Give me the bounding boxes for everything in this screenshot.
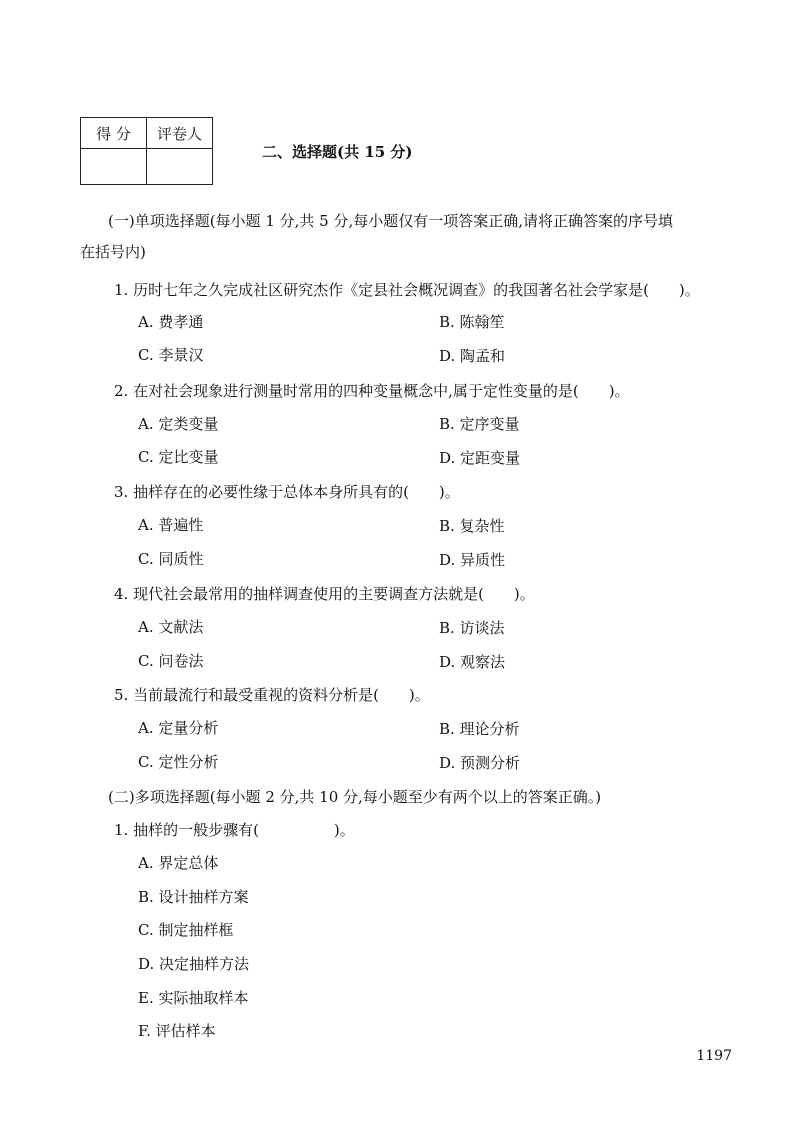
q3-option-d: D. 异质性 [439,551,506,569]
question-4: 4. 现代社会最常用的抽样调查使用的主要调查方法就是( )。 [114,585,535,603]
score-box [80,117,213,185]
q1-option-b: B. 陈翰笙 [439,313,505,331]
q5-option-c: C. 定性分析 [138,753,219,771]
part2-question-1: 1. 抽样的一般步骤有( )。 [114,821,355,839]
q2-option-c: C. 定比变量 [138,448,219,466]
q2-option-b: B. 定序变量 [439,415,520,433]
score-header: 得 分 [81,118,147,149]
q4-option-a: A. 文献法 [138,618,204,636]
q1-option-d: D. 陶孟和 [439,347,506,365]
grader-header: 评卷人 [147,118,213,149]
q4-option-b: B. 访谈法 [439,619,505,637]
grader-cell [147,149,213,185]
q4-option-c: C. 问卷法 [138,652,204,670]
q5-option-b: B. 理论分析 [439,720,520,738]
q2-option-d: D. 定距变量 [439,449,521,467]
question-2: 2. 在对社会现象进行测量时常用的四种变量概念中,属于定性变量的是( )。 [114,382,630,400]
q5-option-d: D. 预测分析 [439,754,521,772]
q3-option-c: C. 同质性 [138,550,204,568]
question-1: 1. 历时七年之久完成社区研究杰作《定县社会概况调查》的我国著名社会学家是( )。 [114,281,700,299]
score-cell [81,149,147,185]
mc-option-a: A. 界定总体 [138,854,219,872]
question-5: 5. 当前最流行和最受重视的资料分析是( )。 [114,686,430,704]
mc-option-c: C. 制定抽样框 [138,921,234,939]
part1-intro-line1: (一)单项选择题(每小题 1 分,共 5 分,每小题仅有一项答案正确,请将正确答案的序号填 [108,212,674,230]
section-title: 二、选择题(共 15 分) [262,143,413,161]
question-3: 3. 抽样存在的必要性缘于总体本身所具有的( )。 [114,483,460,501]
mc-option-d: D. 决定抽样方法 [138,955,250,973]
q1-option-c: C. 李景汉 [138,346,204,364]
part1-intro-line2: 在括号内) [80,243,146,261]
q2-option-a: A. 定类变量 [138,415,219,433]
q3-option-a: A. 普遍性 [138,516,204,534]
q5-option-a: A. 定量分析 [138,719,219,737]
page-number: 1197 [696,1048,732,1064]
q4-option-d: D. 观察法 [439,653,506,671]
q1-option-a: A. 费孝通 [138,313,204,331]
mc-option-b: B. 设计抽样方案 [138,888,249,906]
part2-intro: (二)多项选择题(每小题 2 分,共 10 分,每小题至少有两个以上的答案正确。) [108,788,602,806]
q3-option-b: B. 复杂性 [439,517,505,535]
mc-option-e: E. 实际抽取样本 [138,989,249,1007]
mc-option-f: F. 评估样本 [138,1022,216,1040]
